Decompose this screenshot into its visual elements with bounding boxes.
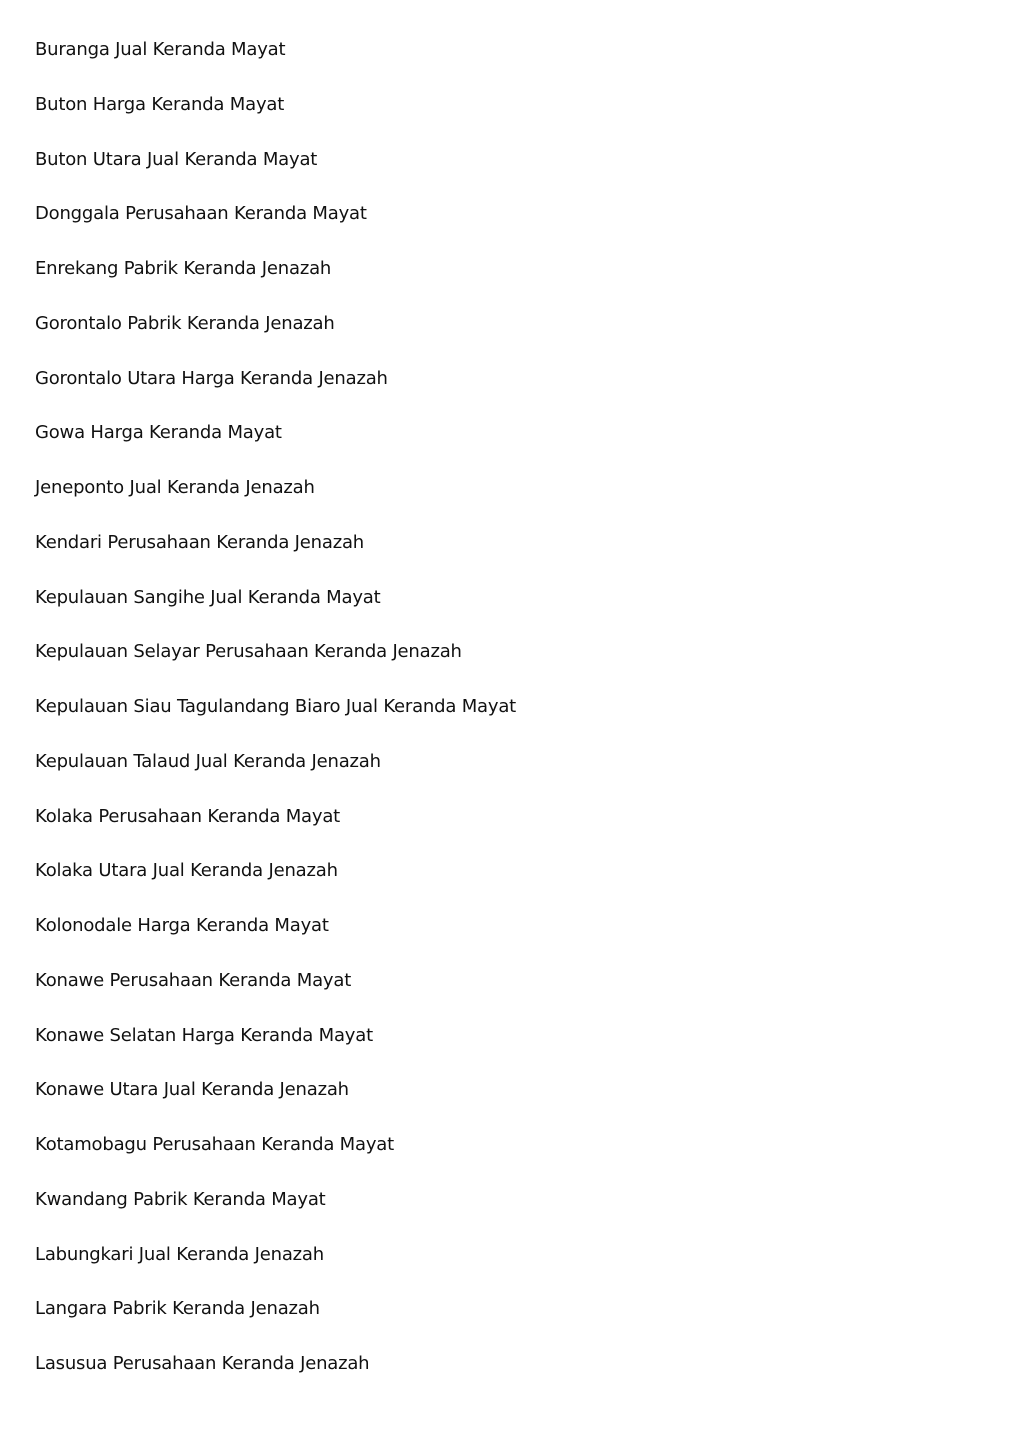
list-item: Labungkari Jual Keranda Jenazah <box>35 1243 324 1265</box>
list-item: Enrekang Pabrik Keranda Jenazah <box>35 258 332 279</box>
list-item: Buranga Jual Keranda Mayat <box>35 39 286 60</box>
list-item: Langara Pabrik Keranda Jenazah <box>35 1298 320 1320</box>
list-item: Konawe Selatan Harga Keranda Mayat <box>35 1024 373 1046</box>
list-item: Buton Utara Jual Keranda Mayat <box>35 148 318 170</box>
list-item: Kotamobagu Perusahaan Keranda Mayat <box>35 1134 394 1155</box>
list-item: Donggala Perusahaan Keranda Mayat <box>35 203 367 225</box>
list-item: Buton Harga Keranda Mayat <box>35 93 285 115</box>
list-item: Jeneponto Jual Keranda Jenazah <box>35 477 315 498</box>
list-item: Gowa Harga Keranda Mayat <box>35 422 282 444</box>
list-item: Kolaka Perusahaan Keranda Mayat <box>35 805 341 827</box>
list-item: Gorontalo Utara Harga Keranda Jenazah <box>35 367 388 389</box>
list-item: Lasusua Perusahaan Keranda Jenazah <box>35 1353 370 1374</box>
location-list <box>35 36 995 1405</box>
list-item: Gorontalo Pabrik Keranda Jenazah <box>35 312 335 334</box>
list-item: Kepulauan Sangihe Jual Keranda Mayat <box>35 586 381 608</box>
list-item: Kepulauan Talaud Jual Keranda Jenazah <box>35 750 381 772</box>
list-item: Kwandang Pabrik Keranda Mayat <box>35 1188 326 1210</box>
list-item: Kepulauan Siau Tagulandang Biaro Jual Keranda Mayat <box>35 696 517 717</box>
list-item: Kepulauan Selayar Perusahaan Keranda Jenazah <box>35 641 462 663</box>
list-item: Kolaka Utara Jual Keranda Jenazah <box>35 860 338 882</box>
list-item: Kendari Perusahaan Keranda Jenazah <box>35 531 364 553</box>
list-item: Konawe Utara Jual Keranda Jenazah <box>35 1079 349 1101</box>
list-item: Konawe Perusahaan Keranda Mayat <box>35 969 352 991</box>
list-item: Kolonodale Harga Keranda Mayat <box>35 915 329 936</box>
